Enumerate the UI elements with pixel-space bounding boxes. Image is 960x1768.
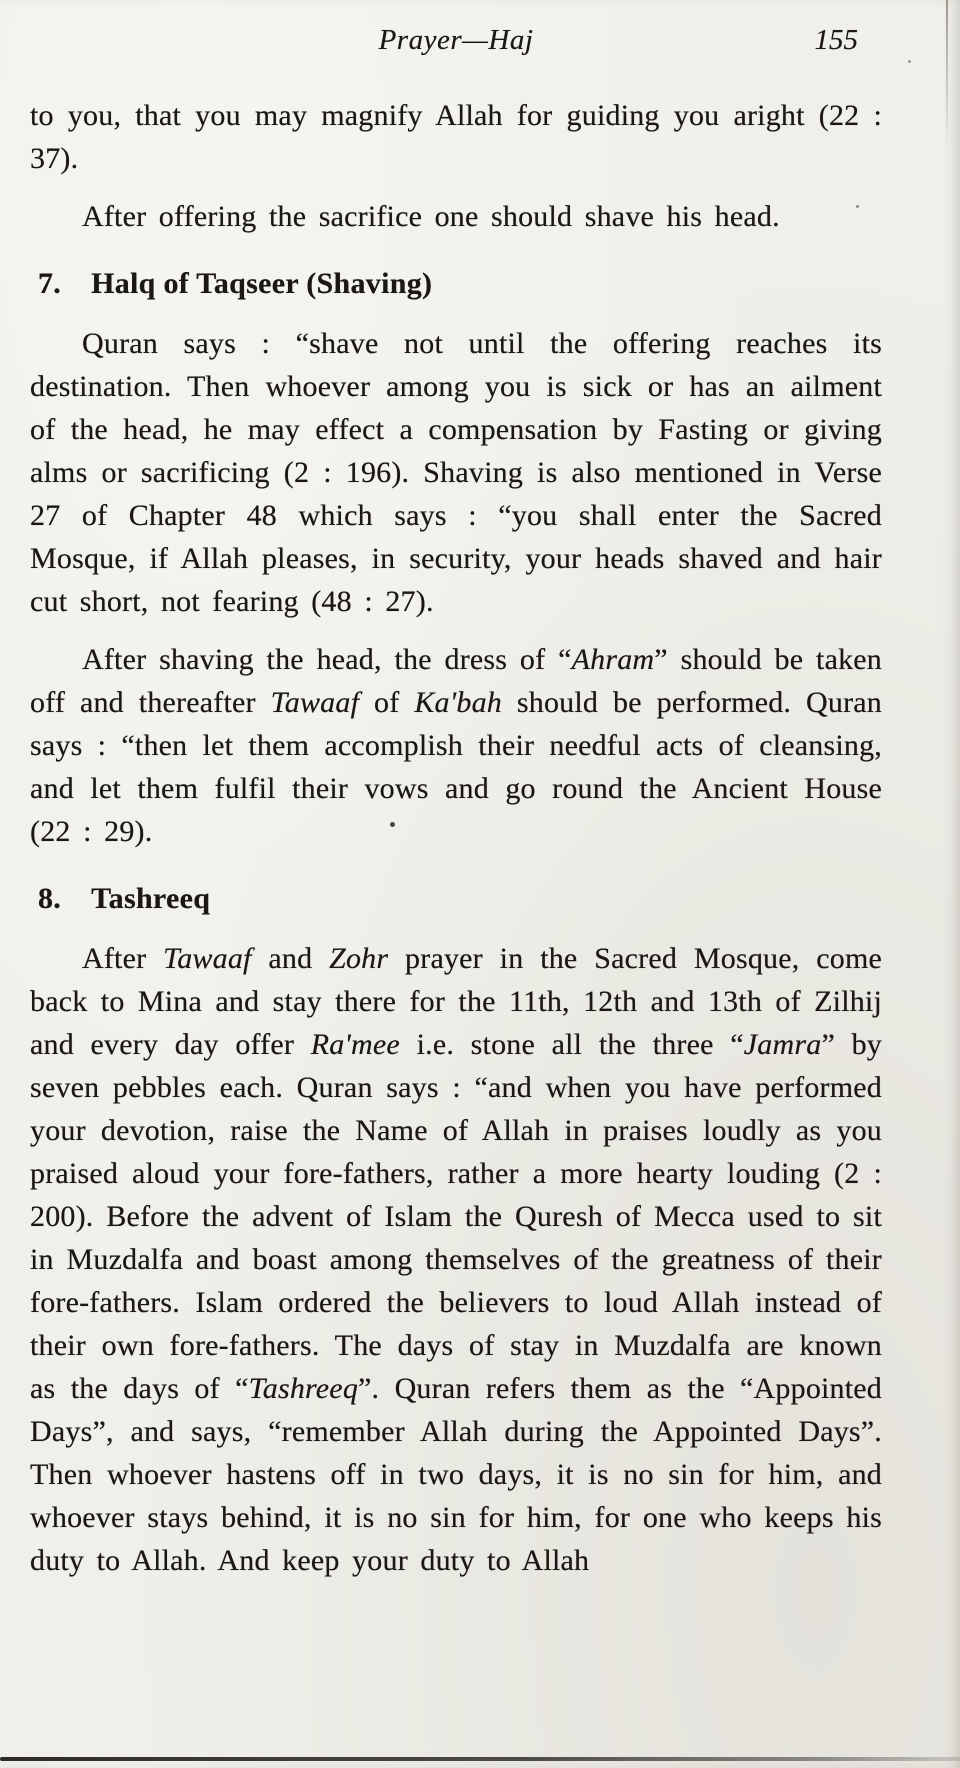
scan-edge-mark <box>946 0 948 150</box>
section-title: Tashreeq <box>91 882 211 915</box>
section-heading <box>30 262 882 305</box>
paragraph: After shaving the head, the dress of “Ahram” should be taken off and thereafter Tawaaf of Ka'bah should be performed. Quran says : “then let them accomplish their needful acts of cleansing, and let them fulfil their vows and go round the Ancient House (22 : 29). <box>30 643 882 848</box>
section-heading <box>30 877 882 920</box>
scan-speck <box>908 60 911 63</box>
running-title: Prayer—Haj <box>378 24 534 56</box>
paragraph: After Tawaaf and Zohr prayer in the Sacred Mosque, come back to Mina and stay there for the 11th, 12th and 13th of Zilhij and every day offer Ra'mee i.e. stone all the three “Jamra” by seven pebbles each. Quran says : “and when you have performed your devotion, raise the Name of Allah in praises loudly as you praised aloud your fore-fathers, rather a more hearty louding (2 : 200). Before the advent of Islam the Quresh of Mecca used to sit in Muzdalfa and boast among themselves of the greatness of their fore-fathers. Islam ordered the believers to loud Allah instead of their own fore-fathers. The days of stay in Muzdalfa are known as the days of “Tashreeq”. Quran refers them as the “Appointed Days”, and says, “remember Allah during the Appointed Days”. Then whoever hastens off in two days, it is no sin for him, and whoever stays behind, it is no sin for him, for one who keeps his duty to Allah. And keep your duty to Allah <box>30 942 882 1577</box>
section-number: 7. <box>38 267 62 300</box>
scan-speck <box>390 822 395 827</box>
paragraph: Quran says : “shave not until the offering reaches its destination. Then whoever among you is sick or has an ailment of the head, he may effect a compensation by Fasting or giving alms or sacrificing (2 : 196). Shaving is also mentioned in Verse 27 of Chapter 48 which says : “you shall enter the Sacred Mosque, if Allah pleases, in security, your heads shaved and hair cut short, not fearing (48 : 27). <box>30 327 882 618</box>
section-number: 8. <box>38 882 62 915</box>
scan-speck <box>856 205 859 208</box>
scan-edge-line <box>0 1757 960 1761</box>
paragraph: After offering the sacrifice one should shave his head. <box>82 200 780 233</box>
page-header <box>30 24 882 70</box>
paragraph: to you, that you may magnify Allah for guiding you aright (22 : 37). <box>30 99 882 175</box>
page-number: 155 <box>814 24 858 56</box>
page-content <box>30 94 882 1582</box>
section-title: Halq of Taqseer (Shaving) <box>91 267 433 300</box>
